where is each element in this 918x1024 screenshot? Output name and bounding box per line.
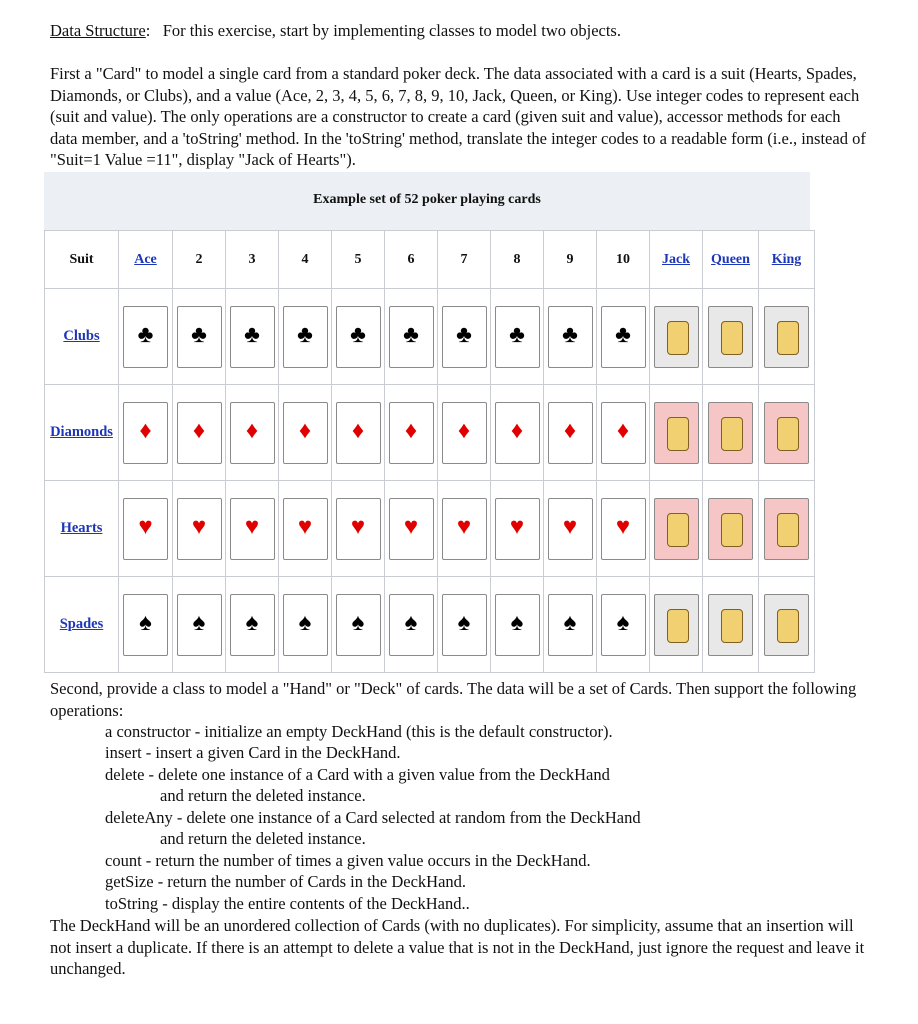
card-cell: [279, 577, 332, 673]
spades-icon: ♠: [298, 609, 312, 636]
card-2-of-hearts: [177, 498, 222, 560]
diamonds-icon: ♦: [298, 417, 312, 444]
card-cell: [385, 481, 438, 577]
card-2-of-spades: [177, 594, 222, 656]
hearts-icon: ♥: [403, 513, 419, 540]
card-10-of-hearts: [601, 498, 646, 560]
card-cell: [759, 385, 815, 481]
card-description: First a "Card" to model a single card from a standard poker deck. The data associated with a card is a suit (Hearts, Spades, Diamonds, or Clubs), and a value (Ace, 2, 3, 4, 5, 6, 7, 8, 9, 10, Jack, Queen, or King). Use integer codes to represent each (suit and value). The only operations are a constructor to create a card (given suit and value), accessor methods for each data member, and a 'toString' method. In the 'toString' method, translate the integer codes to a readable form (i.e., instead of "Suit=1 Value =11", display "Jack of Hearts").: [50, 64, 866, 169]
card-6-of-clubs: [389, 306, 434, 368]
card-3-of-diamonds: [230, 402, 275, 464]
deck-notes: The DeckHand will be an unordered collection of Cards (with no duplicates). For simplicity, assume that an insertion will not insert a duplicate. If there is an attempt to delete a value that is not in the DeckHand, just ignore the request and leave it unchanged.: [50, 916, 865, 978]
value-header-9: 9: [544, 231, 597, 289]
diamonds-icon: ♦: [457, 417, 471, 444]
value-header-king[interactable]: King: [759, 231, 815, 289]
card-10-of-clubs: [601, 306, 646, 368]
card-7-of-diamonds: [442, 402, 487, 464]
card-table: [44, 230, 815, 673]
face-figure-icon: [721, 513, 743, 547]
spades-icon: ♠: [245, 609, 259, 636]
spades-icon: ♠: [616, 609, 630, 636]
card-cell: [279, 385, 332, 481]
intro-line: Data Structure: For this exercise, start by implementing classes to model two objects.: [50, 21, 621, 40]
card-queen-of-hearts: [708, 498, 753, 560]
card-cell: [491, 577, 544, 673]
op-to-string: toString - display the entire contents of the DeckHand..: [105, 894, 470, 913]
card-7-of-spades: [442, 594, 487, 656]
card-cell: [759, 577, 815, 673]
hearts-icon: ♥: [615, 513, 631, 540]
card-rows: [45, 289, 815, 673]
card-ace-of-clubs: [123, 306, 168, 368]
clubs-icon: ♣: [456, 321, 472, 348]
hearts-icon: ♥: [456, 513, 472, 540]
spades-icon: ♠: [139, 609, 152, 636]
card-king-of-spades: [764, 594, 809, 656]
clubs-icon: ♣: [562, 321, 578, 348]
card-8-of-spades: [495, 594, 540, 656]
clubs-icon: ♣: [297, 321, 313, 348]
suit-row-diamonds: [45, 385, 815, 481]
card-cell: [173, 289, 226, 385]
intro-text: For this exercise, start by implementing classes to model two objects.: [162, 21, 621, 40]
card-5-of-spades: [336, 594, 381, 656]
card-ace-of-diamonds: [123, 402, 168, 464]
value-header-8: 8: [491, 231, 544, 289]
card-cell: [438, 385, 491, 481]
card-4-of-diamonds: [283, 402, 328, 464]
face-figure-icon: [777, 321, 799, 355]
card-cell: [385, 289, 438, 385]
header-row: [45, 231, 815, 289]
value-header-ace[interactable]: Ace: [119, 231, 173, 289]
card-cell: [597, 289, 650, 385]
card-10-of-diamonds: [601, 402, 646, 464]
value-header-2: 2: [173, 231, 226, 289]
suit-row-clubs: [45, 289, 815, 385]
diamonds-icon: ♦: [351, 417, 365, 444]
card-cell: [119, 481, 173, 577]
card-queen-of-diamonds: [708, 402, 753, 464]
card-cell: [650, 481, 703, 577]
card-4-of-clubs: [283, 306, 328, 368]
card-3-of-clubs: [230, 306, 275, 368]
op-delete-any: deleteAny - delete one instance of a Card selected at random from the DeckHand: [105, 808, 641, 827]
spades-icon: ♠: [192, 609, 206, 636]
card-2-of-clubs: [177, 306, 222, 368]
clubs-icon: ♣: [615, 321, 631, 348]
card-cell: [173, 577, 226, 673]
card-5-of-hearts: [336, 498, 381, 560]
value-header-jack[interactable]: Jack: [650, 231, 703, 289]
value-header-queen[interactable]: Queen: [703, 231, 759, 289]
card-cell: [650, 385, 703, 481]
card-cell: [597, 577, 650, 673]
card-cell: [703, 385, 759, 481]
card-cell: [226, 289, 279, 385]
card-6-of-hearts: [389, 498, 434, 560]
face-figure-icon: [721, 417, 743, 451]
op-delete-cont: and return the deleted instance.: [160, 786, 366, 805]
clubs-icon: ♣: [137, 321, 154, 348]
face-figure-icon: [667, 417, 689, 451]
card-9-of-hearts: [548, 498, 593, 560]
card-cell: [544, 289, 597, 385]
table-caption: Example set of 52 poker playing cards: [44, 172, 810, 230]
card-cell: [544, 481, 597, 577]
card-cell: [544, 385, 597, 481]
card-cell: [385, 385, 438, 481]
suit-link-hearts[interactable]: Hearts: [45, 481, 119, 577]
card-cell: [173, 481, 226, 577]
card-cell: [491, 385, 544, 481]
card-jack-of-clubs: [654, 306, 699, 368]
card-6-of-diamonds: [389, 402, 434, 464]
card-cell: [279, 289, 332, 385]
card-cell: [226, 385, 279, 481]
card-cell: [703, 577, 759, 673]
card-7-of-clubs: [442, 306, 487, 368]
card-10-of-spades: [601, 594, 646, 656]
card-jack-of-spades: [654, 594, 699, 656]
deck-description: Second, provide a class to model a "Hand" or "Deck" of cards. The data will be a set of Cards. Then support the following operations:: [50, 679, 857, 720]
card-3-of-hearts: [230, 498, 275, 560]
spades-icon: ♠: [510, 609, 524, 636]
op-insert: insert - insert a given Card in the DeckHand.: [105, 743, 401, 762]
hearts-icon: ♥: [509, 513, 525, 540]
card-8-of-hearts: [495, 498, 540, 560]
face-figure-icon: [777, 417, 799, 451]
card-cell: [226, 577, 279, 673]
op-get-size: getSize - return the number of Cards in the DeckHand.: [105, 872, 467, 891]
op-delete: delete - delete one instance of a Card with a given value from the DeckHand: [105, 765, 610, 784]
face-figure-icon: [777, 609, 799, 643]
suit-header: Suit: [45, 231, 119, 289]
spades-icon: ♠: [404, 609, 418, 636]
card-queen-of-spades: [708, 594, 753, 656]
card-cell: [226, 481, 279, 577]
card-8-of-clubs: [495, 306, 540, 368]
hearts-icon: ♥: [562, 513, 578, 540]
clubs-icon: ♣: [509, 321, 525, 348]
clubs-icon: ♣: [244, 321, 260, 348]
card-ace-of-spades: [123, 594, 168, 656]
diamonds-icon: ♦: [245, 417, 259, 444]
face-figure-icon: [721, 609, 743, 643]
clubs-icon: ♣: [350, 321, 366, 348]
card-jack-of-diamonds: [654, 402, 699, 464]
clubs-icon: ♣: [191, 321, 207, 348]
face-figure-icon: [777, 513, 799, 547]
card-ace-of-hearts: [123, 498, 168, 560]
card-cell: [332, 289, 385, 385]
op-constructor: a constructor - initialize an empty DeckHand (this is the default constructor).: [105, 722, 613, 741]
card-cell: [544, 577, 597, 673]
card-king-of-hearts: [764, 498, 809, 560]
card-8-of-diamonds: [495, 402, 540, 464]
card-cell: [759, 289, 815, 385]
card-cell: [119, 385, 173, 481]
hearts-icon: ♥: [244, 513, 260, 540]
card-king-of-clubs: [764, 306, 809, 368]
spades-icon: ♠: [457, 609, 471, 636]
card-table-panel: [44, 172, 810, 676]
value-header-6: 6: [385, 231, 438, 289]
value-header-4: 4: [279, 231, 332, 289]
suit-link-diamonds[interactable]: Diamonds: [45, 385, 119, 481]
value-header-10: 10: [597, 231, 650, 289]
face-figure-icon: [667, 609, 689, 643]
face-figure-icon: [667, 321, 689, 355]
card-9-of-clubs: [548, 306, 593, 368]
clubs-icon: ♣: [403, 321, 419, 348]
card-cell: [491, 481, 544, 577]
card-4-of-spades: [283, 594, 328, 656]
diamonds-icon: ♦: [616, 417, 630, 444]
card-cell: [119, 577, 173, 673]
card-cell: [438, 577, 491, 673]
card-cell: [173, 385, 226, 481]
value-header-5: 5: [332, 231, 385, 289]
card-cell: [438, 289, 491, 385]
hearts-icon: ♥: [350, 513, 366, 540]
card-king-of-diamonds: [764, 402, 809, 464]
card-cell: [119, 289, 173, 385]
card-3-of-spades: [230, 594, 275, 656]
card-5-of-clubs: [336, 306, 381, 368]
spades-icon: ♠: [563, 609, 577, 636]
value-header-7: 7: [438, 231, 491, 289]
card-cell: [279, 481, 332, 577]
card-7-of-hearts: [442, 498, 487, 560]
card-5-of-diamonds: [336, 402, 381, 464]
suit-link-clubs[interactable]: Clubs: [45, 289, 119, 385]
spades-icon: ♠: [351, 609, 365, 636]
face-figure-icon: [667, 513, 689, 547]
card-cell: [491, 289, 544, 385]
suit-row-hearts: [45, 481, 815, 577]
suit-link-spades[interactable]: Spades: [45, 577, 119, 673]
card-9-of-diamonds: [548, 402, 593, 464]
diamonds-icon: ♦: [510, 417, 524, 444]
card-cell: [703, 481, 759, 577]
card-cell: [650, 577, 703, 673]
card-cell: [597, 385, 650, 481]
card-9-of-spades: [548, 594, 593, 656]
hearts-icon: ♥: [138, 513, 153, 540]
op-delete-any-cont: and return the deleted instance.: [160, 829, 366, 848]
card-2-of-diamonds: [177, 402, 222, 464]
card-cell: [703, 289, 759, 385]
hearts-icon: ♥: [297, 513, 313, 540]
card-cell: [332, 577, 385, 673]
suit-row-spades: [45, 577, 815, 673]
diamonds-icon: ♦: [139, 417, 152, 444]
value-header-3: 3: [226, 231, 279, 289]
card-jack-of-hearts: [654, 498, 699, 560]
card-cell: [597, 481, 650, 577]
hearts-icon: ♥: [191, 513, 207, 540]
card-4-of-hearts: [283, 498, 328, 560]
card-cell: [650, 289, 703, 385]
card-cell: [438, 481, 491, 577]
card-6-of-spades: [389, 594, 434, 656]
card-cell: [385, 577, 438, 673]
op-count: count - return the number of times a given value occurs in the DeckHand.: [105, 851, 591, 870]
diamonds-icon: ♦: [192, 417, 206, 444]
face-figure-icon: [721, 321, 743, 355]
card-cell: [332, 481, 385, 577]
card-queen-of-clubs: [708, 306, 753, 368]
intro-label: Data Structure: [50, 21, 146, 40]
diamonds-icon: ♦: [563, 417, 577, 444]
card-cell: [332, 385, 385, 481]
diamonds-icon: ♦: [404, 417, 418, 444]
card-cell: [759, 481, 815, 577]
